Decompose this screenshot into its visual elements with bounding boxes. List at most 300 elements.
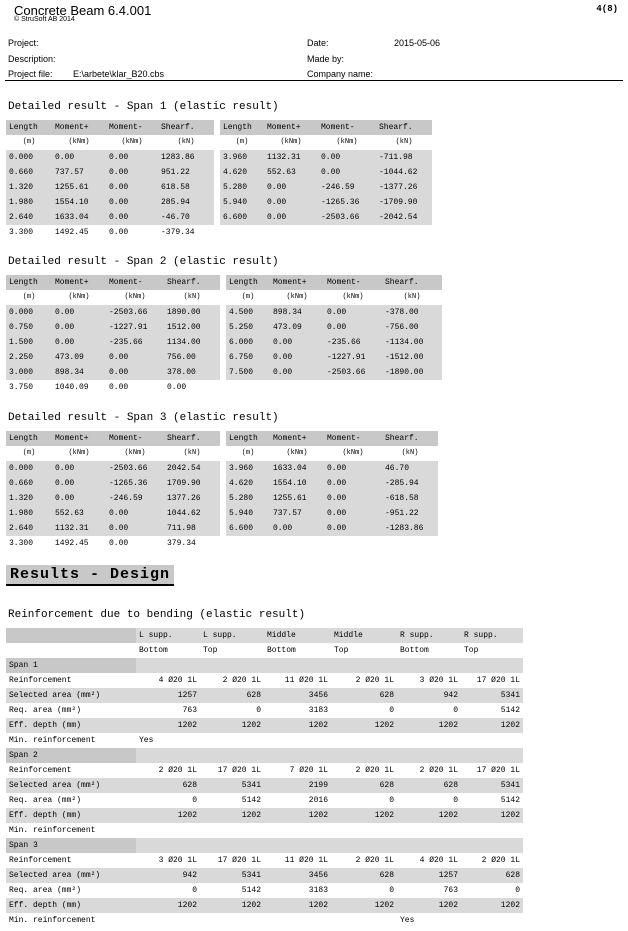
span-label-fill	[461, 658, 523, 673]
design-cell: 11 Ø20 1L	[284, 676, 328, 685]
design-cell: 628	[136, 778, 200, 793]
column-header: Moment+	[270, 431, 324, 446]
table-cell: 7.500	[226, 365, 270, 380]
row-label: Eff. depth (mm)	[6, 898, 136, 913]
column-header: Length	[6, 275, 52, 290]
span-label-fill	[331, 838, 397, 853]
table-cell: 1283.86	[158, 150, 214, 165]
design-cell	[200, 823, 264, 838]
unit-label: (kNm)	[121, 138, 143, 146]
design-cell: 1257	[397, 868, 461, 883]
table-cell: 5.250	[226, 320, 270, 335]
table-cell: 1255.61	[52, 180, 106, 195]
design-cell: 3456	[264, 868, 331, 883]
table-cell: 6.600	[226, 521, 270, 536]
table-cell: 0.00	[106, 150, 158, 165]
table-cell: 285.94	[158, 195, 214, 210]
design-cell: 3 Ø20 1L	[158, 856, 197, 865]
column-header: Length	[226, 431, 270, 446]
design-cell	[331, 913, 397, 928]
table-cell: 0.00	[106, 210, 158, 225]
design-cell: 1202	[397, 718, 461, 733]
row-label: Reinforcement	[9, 676, 72, 685]
design-cell	[200, 913, 264, 928]
table-cell: -711.98	[376, 150, 432, 165]
design-cell: 1202	[264, 808, 331, 823]
column-header: Moment-	[106, 431, 164, 446]
table-cell: 898.34	[52, 365, 106, 380]
design-cell	[461, 733, 523, 748]
table-cell: 0.00	[324, 305, 382, 320]
table-cell: 711.98	[164, 521, 220, 536]
column-header: Length	[6, 431, 52, 446]
design-cell	[331, 823, 397, 838]
design-cell: 1257	[136, 688, 200, 703]
column-subheader: Top	[203, 646, 218, 655]
table-cell: 1132.31	[264, 150, 318, 165]
design-cell: 3 Ø20 1L	[419, 676, 458, 685]
table-cell: 1377.26	[164, 491, 220, 506]
table-cell: 1709.90	[164, 476, 220, 491]
design-cell: 2 Ø20 1L	[481, 856, 520, 865]
table-cell: 0.00	[324, 491, 382, 506]
span-label-fill	[397, 748, 461, 763]
table-cell: -235.66	[106, 335, 164, 350]
design-cell	[264, 823, 331, 838]
table-cell: 0.00	[270, 350, 324, 365]
span-label-fill	[200, 658, 264, 673]
table-cell: 0.00	[109, 383, 129, 392]
design-cell: 3183	[308, 706, 328, 715]
span-label: Span 2	[6, 748, 136, 763]
table-cell: 1.980	[6, 506, 52, 521]
column-header: Moment-	[106, 275, 164, 290]
design-cell	[461, 913, 523, 928]
table-cell: 0.00	[318, 150, 376, 165]
table-cell: 0.00	[270, 365, 324, 380]
table-cell: 0.00	[324, 476, 382, 491]
column-header: Length	[226, 275, 270, 290]
column-header: Moment-	[318, 120, 376, 135]
design-cell: 1202	[264, 718, 331, 733]
table-cell: -618.58	[382, 491, 438, 506]
design-cell: 1202	[331, 898, 397, 913]
table-cell: 951.22	[158, 165, 214, 180]
span-label-fill	[264, 838, 331, 853]
design-cell: 5142	[500, 796, 520, 805]
table-cell: 1492.45	[55, 539, 89, 548]
table-cell: -1377.26	[376, 180, 432, 195]
design-cell	[331, 733, 397, 748]
column-header: Moment+	[52, 120, 106, 135]
design-cell: 5142	[241, 886, 261, 895]
table-cell: 1255.61	[270, 491, 324, 506]
column-header: Moment+	[52, 275, 106, 290]
table-cell: 2042.54	[164, 461, 220, 476]
date-value: 2015-05-06	[394, 38, 441, 48]
table-cell: -2042.54	[376, 210, 432, 225]
table-cell: 552.63	[52, 506, 106, 521]
design-cell: 0	[389, 706, 394, 715]
table-cell: 0.00	[270, 521, 324, 536]
column-subheader: Top	[464, 646, 479, 655]
design-cell	[397, 823, 461, 838]
table-cell: 1.980	[6, 195, 52, 210]
unit-label: (kNm)	[68, 138, 90, 146]
table-cell: 2.640	[6, 521, 52, 536]
design-cell: Yes	[139, 736, 154, 745]
unit-label: (m)	[22, 449, 36, 457]
design-cell: 11 Ø20 1L	[284, 856, 328, 865]
table-cell: 4.620	[226, 476, 270, 491]
unit-label: (m)	[235, 138, 249, 146]
unit-label: (kNm)	[124, 449, 146, 457]
reinforcement-table	[6, 628, 523, 928]
column-header: Middle	[331, 628, 397, 643]
table-cell: 0.00	[52, 320, 106, 335]
design-cell: 17 Ø20 1L	[217, 766, 261, 775]
table-cell: 0.00	[52, 491, 106, 506]
column-header: Moment+	[264, 120, 318, 135]
row-label: Req. area (mm²)	[9, 886, 82, 895]
table-cell: 552.63	[264, 165, 318, 180]
table-cell: 0.00	[264, 195, 318, 210]
design-cell	[136, 913, 200, 928]
design-cell: 628	[331, 868, 397, 883]
row-label: Reinforcement	[9, 766, 72, 775]
page-number: 4(8)	[596, 4, 618, 14]
table-cell: 1633.04	[52, 210, 106, 225]
design-cell: 2 Ø20 1L	[355, 766, 394, 775]
column-header: Middle	[264, 628, 331, 643]
design-cell: 2 Ø20 1L	[222, 676, 261, 685]
design-cell: 0	[389, 886, 394, 895]
table-cell: 5.280	[220, 180, 264, 195]
column-header: Shearf.	[376, 120, 432, 135]
table-cell: 5.940	[226, 506, 270, 521]
row-label: Eff. depth (mm)	[6, 718, 136, 733]
design-cell	[264, 913, 331, 928]
table-cell: 0.00	[270, 335, 324, 350]
table-cell: 4.500	[226, 305, 270, 320]
design-cell: 7 Ø20 1L	[289, 766, 328, 775]
table-cell: 898.34	[270, 305, 324, 320]
table-cell: 1044.62	[164, 506, 220, 521]
column-header: Shearf.	[164, 275, 220, 290]
design-cell: 5341	[461, 688, 523, 703]
column-header: Moment+	[52, 431, 106, 446]
row-label: Eff. depth (mm)	[6, 808, 136, 823]
column-header: L supp.	[136, 628, 200, 643]
table-cell: 3.300	[9, 539, 34, 548]
table-cell: 0.00	[264, 180, 318, 195]
table-cell: -246.59	[318, 180, 376, 195]
column-header: Shearf.	[164, 431, 220, 446]
project-label: Project:	[8, 38, 39, 48]
design-cell: 17 Ø20 1L	[217, 856, 261, 865]
table-cell: 1132.31	[52, 521, 106, 536]
span-2-table-left	[6, 275, 220, 395]
unit-label: (kNm)	[68, 449, 90, 457]
design-cell	[136, 823, 200, 838]
table-cell: -1283.86	[382, 521, 438, 536]
table-cell: -379.34	[161, 228, 195, 237]
unit-label: (kN)	[395, 138, 413, 146]
table-cell: -2503.66	[324, 365, 382, 380]
span-label-fill	[200, 748, 264, 763]
table-cell: 0.00	[52, 305, 106, 320]
design-cell: 3183	[308, 886, 328, 895]
column-header: Moment+	[270, 275, 324, 290]
design-cell: 17 Ø20 1L	[476, 676, 520, 685]
table-cell: 1134.00	[164, 335, 220, 350]
design-cell: 2 Ø20 1L	[355, 856, 394, 865]
design-cell: 1202	[331, 808, 397, 823]
table-cell: 0.750	[6, 320, 52, 335]
table-cell: 1554.10	[270, 476, 324, 491]
unit-label: (m)	[22, 293, 36, 301]
design-cell: 0	[515, 886, 520, 895]
design-cell	[461, 823, 523, 838]
column-header	[6, 628, 136, 643]
table-cell: -1709.90	[376, 195, 432, 210]
span-3-table-right	[226, 431, 438, 536]
table-cell: 3.960	[226, 461, 270, 476]
design-cell: 0	[389, 796, 394, 805]
table-cell: -235.66	[324, 335, 382, 350]
design-cell: 1202	[200, 898, 264, 913]
design-cell: 763	[182, 706, 197, 715]
design-cell: 2199	[264, 778, 331, 793]
column-header: Moment-	[324, 275, 382, 290]
design-cell: 628	[331, 688, 397, 703]
design-cell: 0	[256, 706, 261, 715]
table-cell: 0.000	[6, 305, 52, 320]
unit-label: (kNm)	[286, 449, 308, 457]
unit-label: (kN)	[401, 449, 419, 457]
span-1-title: Detailed result - Span 1 (elastic result)	[8, 101, 279, 113]
table-cell: 3.750	[9, 383, 34, 392]
design-cell: 0	[192, 886, 197, 895]
unit-label: (m)	[241, 293, 255, 301]
company-label: Company name:	[307, 69, 374, 79]
column-header: Shearf.	[382, 275, 442, 290]
row-label: Reinforcement	[9, 856, 72, 865]
table-cell: 0.00	[167, 383, 187, 392]
span-label-fill	[136, 748, 200, 763]
design-cell: 5142	[241, 796, 261, 805]
span-label-fill	[136, 838, 200, 853]
app-title: Concrete Beam 6.4.001	[14, 3, 152, 18]
column-header: Length	[220, 120, 264, 135]
row-label: Req. area (mm²)	[9, 706, 82, 715]
span-1-table-right	[220, 120, 432, 225]
row-label: Selected area (mm²)	[6, 778, 136, 793]
table-cell: -1265.36	[318, 195, 376, 210]
table-cell: 1040.09	[55, 383, 89, 392]
table-cell: -951.22	[382, 506, 438, 521]
table-cell: 0.00	[324, 506, 382, 521]
span-label: Span 3	[6, 838, 136, 853]
table-cell: 0.00	[52, 476, 106, 491]
column-subheader: Bottom	[139, 646, 168, 655]
design-cell: 0	[192, 796, 197, 805]
design-cell: 1202	[264, 898, 331, 913]
span-label-fill	[264, 658, 331, 673]
design-cell: 1202	[331, 718, 397, 733]
unit-label: (kNm)	[280, 138, 302, 146]
span-label-fill	[397, 838, 461, 853]
design-cell: 4 Ø20 1L	[158, 676, 197, 685]
row-label: Selected area (mm²)	[6, 868, 136, 883]
span-label: Span 1	[6, 658, 136, 673]
design-cell	[264, 733, 331, 748]
design-title: Results - Design	[6, 565, 174, 586]
table-cell: 1890.00	[164, 305, 220, 320]
design-cell: 1202	[397, 898, 461, 913]
table-cell: -756.00	[382, 320, 442, 335]
table-cell: 0.00	[109, 228, 129, 237]
span-3-title: Detailed result - Span 3 (elastic result)	[8, 412, 279, 424]
unit-label: (kNm)	[286, 293, 308, 301]
table-cell: 0.660	[6, 476, 52, 491]
design-cell: 1202	[136, 718, 200, 733]
column-header: Length	[6, 120, 52, 135]
table-cell: 618.58	[158, 180, 214, 195]
table-cell: 0.00	[106, 365, 164, 380]
table-cell: 2.250	[6, 350, 52, 365]
unit-label: (kNm)	[342, 293, 364, 301]
table-cell: 737.57	[52, 165, 106, 180]
table-cell: 0.00	[324, 320, 382, 335]
table-cell: -46.70	[158, 210, 214, 225]
table-cell: 5.940	[220, 195, 264, 210]
span-3-table-left	[6, 431, 220, 551]
table-cell: 737.57	[270, 506, 324, 521]
column-subheader	[6, 643, 136, 658]
design-cell: 3456	[264, 688, 331, 703]
table-cell: -2503.66	[106, 461, 164, 476]
design-cell: 628	[200, 688, 264, 703]
table-cell: -1227.91	[106, 320, 164, 335]
project-file-value: E:\arbete\klar_B20.cbs	[73, 69, 165, 79]
description-label: Description:	[8, 54, 56, 64]
row-label: Min. reinforcement	[9, 736, 96, 745]
table-cell: 3.000	[6, 365, 52, 380]
span-label-fill	[397, 658, 461, 673]
design-cell: 0	[453, 706, 458, 715]
design-cell: 1202	[461, 808, 523, 823]
table-cell: 0.00	[52, 150, 106, 165]
design-cell: 0	[453, 796, 458, 805]
table-cell: -1265.36	[106, 476, 164, 491]
date-label: Date:	[307, 38, 329, 48]
table-cell: -2503.66	[106, 305, 164, 320]
table-cell: 46.70	[382, 461, 438, 476]
table-cell: 0.660	[6, 165, 52, 180]
table-cell: -2503.66	[318, 210, 376, 225]
span-label-fill	[461, 748, 523, 763]
design-cell: 5341	[200, 868, 264, 883]
span-label-fill	[136, 658, 200, 673]
table-cell: 2.640	[6, 210, 52, 225]
table-cell: 6.750	[226, 350, 270, 365]
span-label-fill	[264, 748, 331, 763]
unit-label: (kN)	[183, 449, 201, 457]
column-subheader: Top	[334, 646, 349, 655]
copyright-text: © StruSoft AB 2014	[14, 16, 75, 23]
design-cell: 2 Ø20 1L	[355, 676, 394, 685]
span-label-fill	[331, 658, 397, 673]
row-label: Req. area (mm²)	[9, 796, 82, 805]
table-cell: 0.00	[318, 165, 376, 180]
span-label-fill	[461, 838, 523, 853]
row-label: Min. reinforcement	[9, 916, 96, 925]
table-cell: 0.00	[52, 335, 106, 350]
column-header: R supp.	[461, 628, 523, 643]
design-cell: 1202	[461, 898, 523, 913]
span-2-title: Detailed result - Span 2 (elastic result)	[8, 256, 279, 268]
table-cell: -1044.62	[376, 165, 432, 180]
made-by-label: Made by:	[307, 54, 345, 64]
design-cell: 628	[461, 868, 523, 883]
table-cell: 1.500	[6, 335, 52, 350]
row-label: Selected area (mm²)	[6, 688, 136, 703]
table-cell: 1.320	[6, 180, 52, 195]
design-cell: 17 Ø20 1L	[476, 766, 520, 775]
table-cell: 0.00	[106, 350, 164, 365]
table-cell: -1134.00	[382, 335, 442, 350]
span-2-table-right	[226, 275, 442, 380]
table-cell: -1890.00	[382, 365, 442, 380]
table-cell: 0.00	[324, 521, 382, 536]
design-cell: 5341	[461, 778, 523, 793]
table-cell: 0.000	[6, 461, 52, 476]
table-cell: 0.00	[106, 521, 164, 536]
unit-label: (kNm)	[336, 138, 358, 146]
reinforcement-title: Reinforcement due to bending (elastic result)	[8, 609, 306, 621]
column-header: R supp.	[397, 628, 461, 643]
design-cell: 942	[397, 688, 461, 703]
table-cell: 473.09	[52, 350, 106, 365]
table-cell: -1227.91	[324, 350, 382, 365]
design-cell: 5341	[200, 778, 264, 793]
design-cell: 2016	[308, 796, 328, 805]
table-cell: 5.280	[226, 491, 270, 506]
table-cell: 0.00	[106, 165, 158, 180]
header-divider	[5, 80, 623, 81]
table-cell: 1633.04	[270, 461, 324, 476]
design-cell: 942	[136, 868, 200, 883]
table-cell: 3.300	[9, 228, 34, 237]
table-cell: 378.00	[164, 365, 220, 380]
design-cell: 2 Ø20 1L	[419, 766, 458, 775]
design-cell	[200, 733, 264, 748]
design-cell: 4 Ø20 1L	[419, 856, 458, 865]
design-cell: 1202	[397, 808, 461, 823]
table-cell: 1554.10	[52, 195, 106, 210]
design-cell: 1202	[136, 808, 200, 823]
unit-label: (kN)	[183, 293, 201, 301]
design-cell: Yes	[400, 916, 415, 925]
table-cell: 6.000	[226, 335, 270, 350]
column-subheader: Bottom	[267, 646, 296, 655]
table-cell: -246.59	[106, 491, 164, 506]
unit-label: (kN)	[177, 138, 195, 146]
design-cell: 628	[397, 778, 461, 793]
table-cell: 379.34	[167, 539, 196, 548]
column-header: Shearf.	[382, 431, 438, 446]
